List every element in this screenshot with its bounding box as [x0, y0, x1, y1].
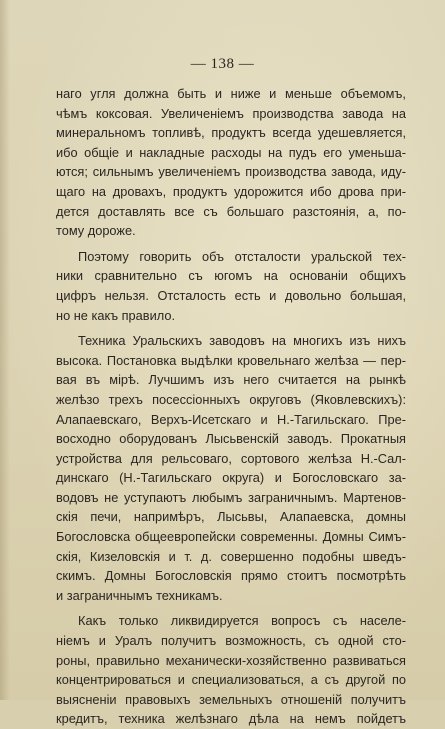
- text-line: вая въ мiрѣ. Лучшимъ изъ него считается на рынкѣ: [56, 372, 406, 388]
- paragraph: [56, 84, 406, 241]
- text-line: Какъ только ликвидируется вопросъ съ населе-: [78, 613, 406, 629]
- body-text: [56, 84, 406, 729]
- text-line: скимъ. Домны Богословскiя прямо стоитъ посмотрѣть: [56, 568, 406, 584]
- text-line: концентрироваться и специализоваться, а съ другой по: [56, 672, 406, 688]
- text-line: ибо общiе и накладные расходы на пудъ его уменьша-: [56, 144, 406, 160]
- text-line: Поэтому говорить объ отсталости уральской тех-: [78, 248, 406, 264]
- text-line: Алапаевскаго, Верхъ-Исетскаго и Н.-Тагильскаго. Пре-: [56, 411, 406, 427]
- paragraph: [56, 611, 406, 729]
- text-line: высока. Постановка выдѣлки кровельнаго желѣза — пер-: [56, 352, 406, 368]
- paragraph: [56, 247, 406, 325]
- text-line: кредитъ, техника желѣзнаго дѣла на немъ пойдетъ: [56, 711, 406, 727]
- text-line: дется доставлять все съ большаго разстоянiя, а, по-: [56, 203, 406, 219]
- page-number: — 138 —: [190, 56, 255, 72]
- text-line: нiемъ и Уралъ получитъ возможность, съ одной сто-: [56, 633, 406, 649]
- text-line: скiя, Кизеловскiя и т. д. совершенно подобны шведъ-: [56, 548, 406, 564]
- text-line: динскаго (Н.-Тагильскаго округа) и Богословскаго за-: [56, 470, 406, 486]
- text-line: Техника Уральскихъ заводовъ на многихъ изъ нихъ: [78, 333, 406, 349]
- text-line: восходно оборудованъ Лысьвенскiй заводъ. Прокатныя: [56, 431, 406, 447]
- text-line: желѣзо трехъ посессiонныхъ округовъ (Яковлевскихъ):: [56, 391, 406, 407]
- text-line: минеральномъ топливѣ, продуктъ всегда удешевляется,: [56, 125, 406, 141]
- text-line: тому дороже.: [56, 223, 136, 239]
- text-line: но не какъ правило.: [56, 307, 176, 323]
- text-line: выясненiи правовыхъ земельныхъ отношенiй получитъ: [56, 691, 406, 707]
- text-line: скiя печи, напримѣръ, Лысьвы, Алапаевска, домны: [56, 509, 406, 525]
- text-line: устройства для рельсоваго, сортового желѣза Н.-Сал-: [56, 450, 406, 466]
- text-line: ники сравнительно съ югомъ на основанiи общихъ: [56, 268, 406, 284]
- text-line: Богословска общеевропейски современны. Домны Симъ-: [56, 529, 406, 545]
- text-line: и заграничнымъ техникамъ.: [56, 587, 223, 603]
- text-line: роны, правильно механически-хозяйственно развиваться: [56, 652, 406, 668]
- text-line: цифръ нельзя. Отсталость есть и довольно большая,: [56, 287, 406, 303]
- paragraph: [56, 331, 406, 605]
- text-line: щаго на дровахъ, продуктъ удорожится ибо дрова при-: [56, 183, 406, 199]
- text-line: наго угля должна быть и ниже и меньше объемомъ,: [56, 86, 406, 101]
- text-line: водовъ не уступаютъ любымъ заграничнымъ. Мартенов-: [56, 489, 406, 505]
- text-line: ются; сильнымъ увеличенiемъ производства завода, иду-: [56, 164, 406, 180]
- text-line: чѣмъ коксовая. Увеличенiемъ производства завода на: [56, 105, 406, 121]
